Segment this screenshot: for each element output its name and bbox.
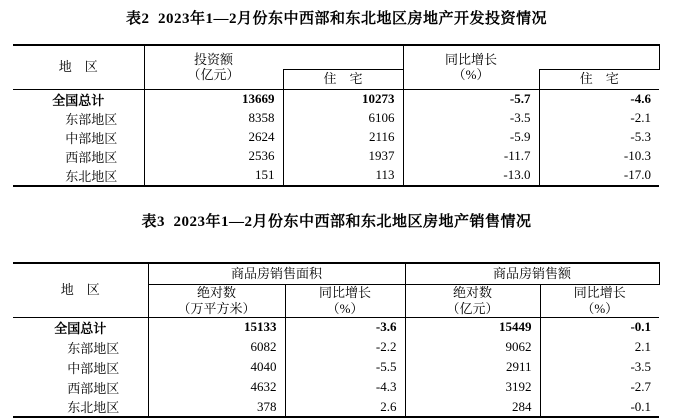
region-label: 全国总计 bbox=[13, 89, 144, 109]
region-label: 西部地区 bbox=[13, 377, 148, 397]
table-row bbox=[13, 166, 659, 186]
table-row bbox=[13, 89, 659, 109]
table-row bbox=[13, 397, 659, 417]
table2-header-region: 地 区 bbox=[13, 45, 144, 89]
table3-header-value-yoy bbox=[540, 284, 659, 317]
table3-header-sales-area-group: 商品房销售面积 bbox=[148, 263, 405, 284]
sales-amount-value: 2911 bbox=[405, 357, 540, 377]
table3-header-value-yoy-line1: 同比增长 bbox=[573, 284, 626, 300]
table-row bbox=[13, 109, 659, 128]
region-label: 东部地区 bbox=[13, 337, 148, 357]
table3-header-value-abs-line1: 绝对数 bbox=[453, 284, 493, 300]
investment-value: 2624 bbox=[144, 128, 283, 147]
sales-amount-value: 284 bbox=[405, 397, 540, 417]
table3-header-value-yoy-line2: （%） bbox=[581, 300, 619, 316]
sales-table bbox=[13, 262, 660, 418]
sales-area-yoy-value: -5.5 bbox=[285, 357, 405, 377]
residential-value: 1937 bbox=[283, 147, 403, 166]
table3-header-sales-value-group: 商品房销售额 bbox=[405, 263, 659, 284]
sales-amount-yoy-value: -0.1 bbox=[630, 398, 652, 414]
table2-header-investment bbox=[144, 45, 283, 89]
residential-value: 2116 bbox=[283, 128, 403, 147]
region-label: 西部地区 bbox=[13, 147, 144, 166]
sales-amount-value: 15449 bbox=[405, 317, 540, 337]
sales-area-value: 4040 bbox=[148, 357, 285, 377]
table3-header-region: 地 区 bbox=[13, 263, 148, 317]
residential-yoy-value: -10.3 bbox=[623, 148, 651, 163]
residential-value: 10273 bbox=[283, 89, 403, 109]
table3-header-area-abs-line1: 绝对数 bbox=[196, 284, 236, 300]
yoy-value: -13.0 bbox=[403, 166, 539, 186]
table3-header-area-abs bbox=[148, 284, 285, 317]
sales-area-yoy-value: -4.3 bbox=[285, 377, 405, 397]
table2-header-yoy-line2: （%） bbox=[452, 67, 490, 83]
sales-amount-yoy-value: -3.5 bbox=[630, 359, 652, 374]
sales-amount-yoy-value: 2.1 bbox=[634, 339, 652, 354]
investment-table bbox=[13, 44, 660, 187]
sales-area-yoy-value: -2.2 bbox=[285, 337, 405, 357]
sales-area-value: 4632 bbox=[148, 377, 285, 397]
sales-amount-yoy-value: -2.7 bbox=[630, 379, 652, 394]
sales-area-yoy-value: -3.6 bbox=[285, 317, 405, 337]
yoy-value: -11.7 bbox=[403, 147, 539, 166]
region-label: 东北地区 bbox=[13, 166, 144, 186]
table3-header-value-abs-line2: （亿元） bbox=[446, 300, 499, 316]
table2-header-row-1 bbox=[13, 45, 659, 69]
sales-area-value: 15133 bbox=[148, 317, 285, 337]
table-row bbox=[13, 337, 659, 357]
table2-header-spacer-2 bbox=[539, 45, 659, 69]
residential-value: 6106 bbox=[283, 109, 403, 128]
table-row bbox=[13, 317, 659, 337]
table2-header-yoy bbox=[403, 45, 539, 89]
region-label: 东部地区 bbox=[13, 109, 144, 128]
investment-value: 2536 bbox=[144, 147, 283, 166]
table2-header-investment-line2: （亿元） bbox=[187, 67, 240, 83]
table2-header-spacer-1 bbox=[283, 45, 403, 69]
sales-area-yoy-value: 2.6 bbox=[285, 397, 405, 417]
sales-amount-value: 3192 bbox=[405, 377, 540, 397]
investment-value: 8358 bbox=[144, 109, 283, 128]
table3-header-row-1 bbox=[13, 263, 659, 284]
table2-header-residential-yoy: 住 宅 bbox=[539, 69, 659, 89]
region-label: 全国总计 bbox=[13, 317, 148, 337]
region-label: 东北地区 bbox=[13, 397, 148, 417]
residential-yoy-value: -2.1 bbox=[630, 110, 651, 125]
sales-area-value: 378 bbox=[148, 397, 285, 417]
table3-header-area-yoy bbox=[285, 284, 405, 317]
investment-value: 13669 bbox=[144, 89, 283, 109]
yoy-value: -5.9 bbox=[403, 128, 539, 147]
table3-title: 表3 2023年1—2月份东中西部和东北地区房地产销售情况 bbox=[141, 214, 532, 230]
region-label: 中部地区 bbox=[13, 128, 144, 147]
residential-yoy-value: -5.3 bbox=[630, 129, 651, 144]
table3-header-area-yoy-line2: （%） bbox=[326, 300, 364, 316]
table-row bbox=[13, 357, 659, 377]
table2-header-investment-line1: 投资额 bbox=[193, 51, 233, 67]
yoy-value: -5.7 bbox=[403, 89, 539, 109]
table-row bbox=[13, 128, 659, 147]
yoy-value: -3.5 bbox=[403, 109, 539, 128]
region-label: 中部地区 bbox=[13, 357, 148, 377]
table-row bbox=[13, 377, 659, 397]
table3-header-area-yoy-line1: 同比增长 bbox=[319, 284, 372, 300]
sales-amount-value: 9062 bbox=[405, 337, 540, 357]
sales-amount-yoy-value: -0.1 bbox=[630, 319, 652, 335]
table2-header-residential: 住 宅 bbox=[283, 69, 403, 89]
sales-area-value: 6082 bbox=[148, 337, 285, 357]
table3-header-value-abs bbox=[405, 284, 540, 317]
table-row bbox=[13, 147, 659, 166]
table3-header-area-abs-line2: （万平方米） bbox=[177, 300, 256, 316]
residential-value: 113 bbox=[283, 166, 403, 186]
residential-yoy-value: -17.0 bbox=[623, 167, 651, 182]
residential-yoy-value: -4.6 bbox=[630, 91, 651, 106]
table2-title: 表2 2023年1—2月份东中西部和东北地区房地产开发投资情况 bbox=[125, 11, 547, 27]
investment-value: 151 bbox=[144, 166, 283, 186]
table2-header-yoy-line1: 同比增长 bbox=[444, 51, 497, 67]
